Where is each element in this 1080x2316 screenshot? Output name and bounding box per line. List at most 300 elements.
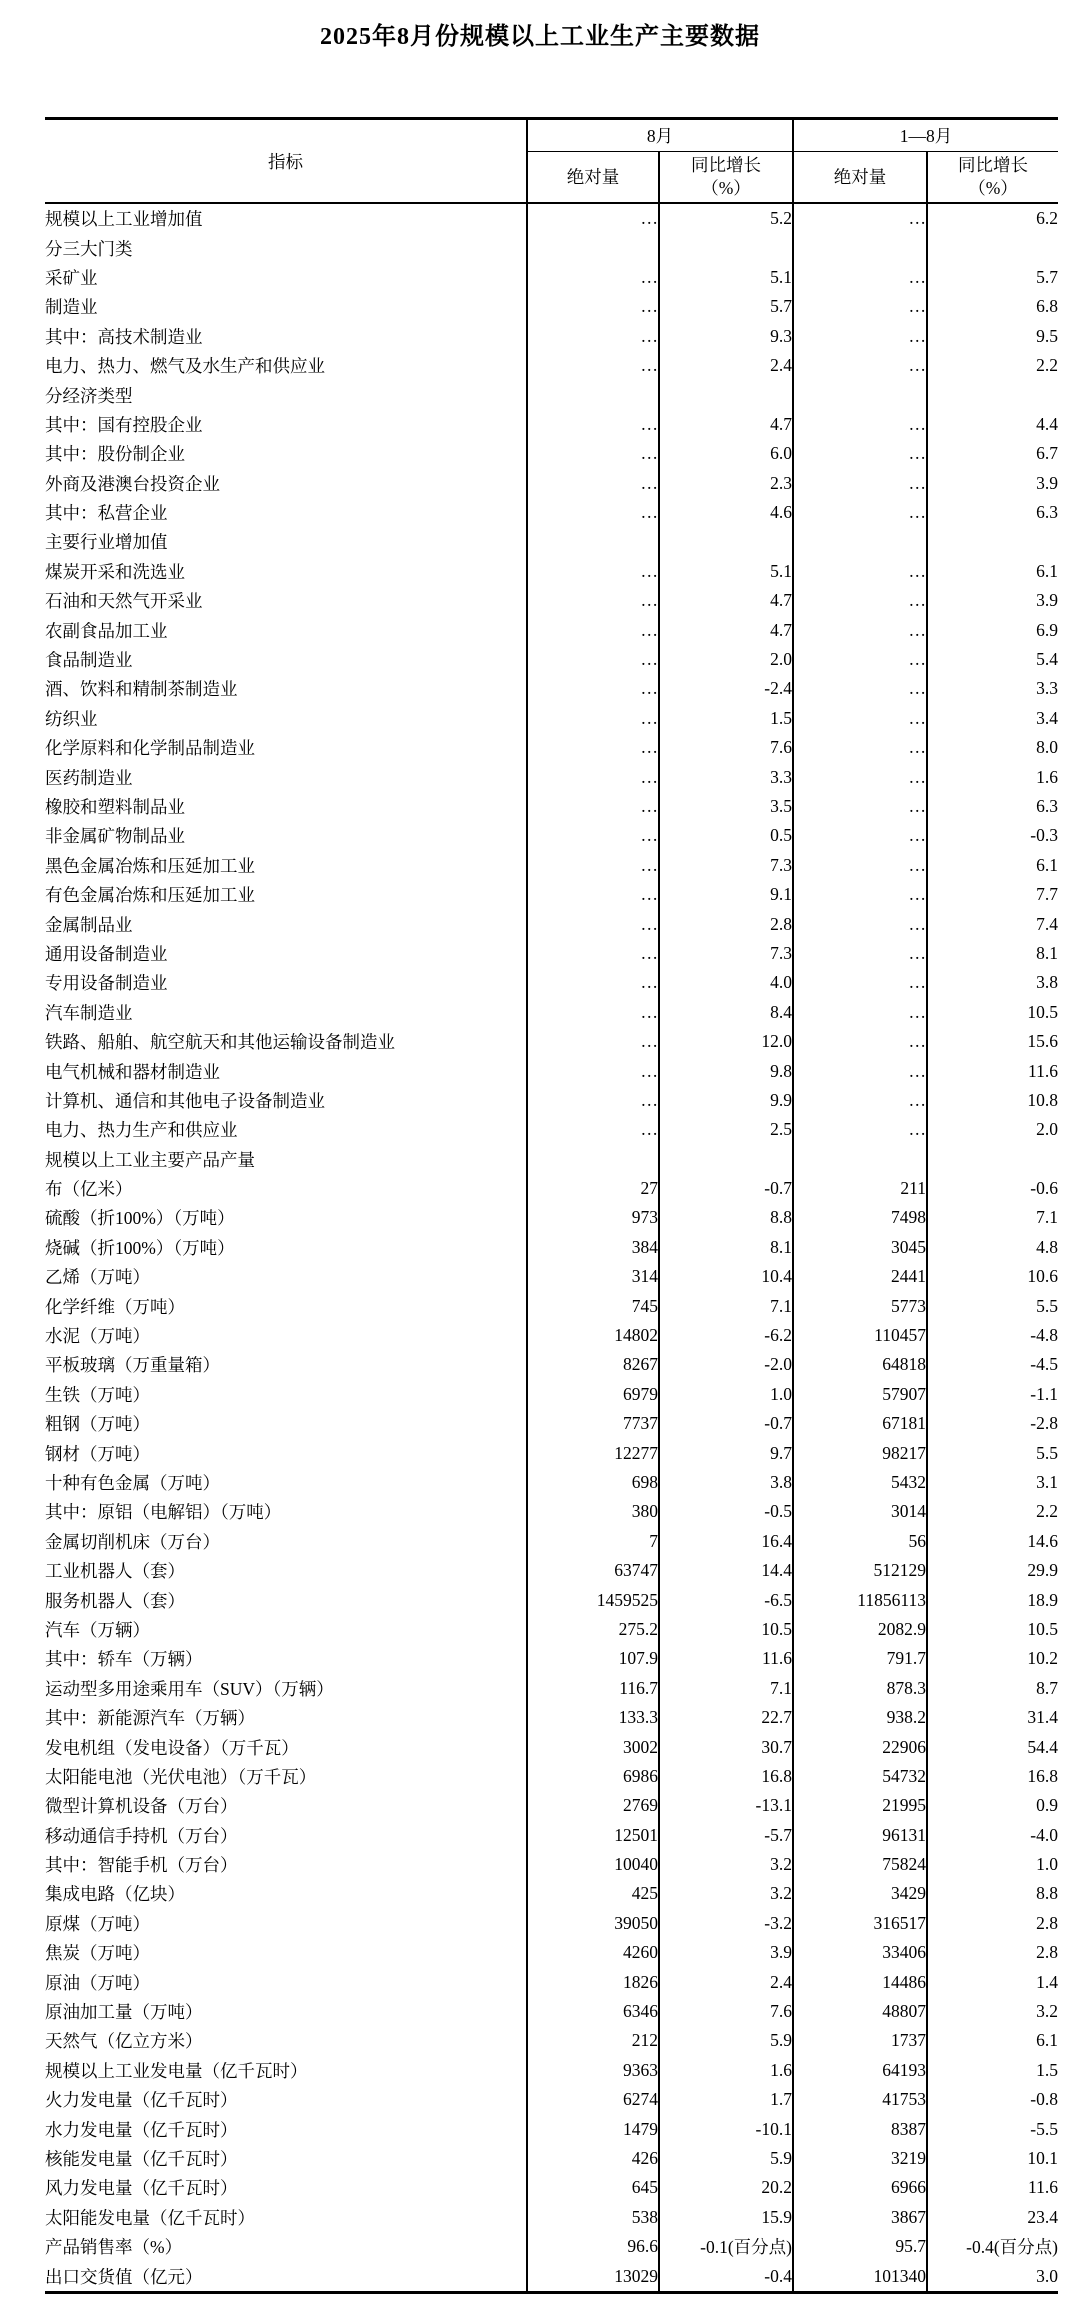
jan-aug-absolute-cell: … xyxy=(793,322,927,351)
jan-aug-absolute-cell: … xyxy=(793,586,927,615)
table-row xyxy=(45,2114,1058,2143)
indicator-cell: 食品制造业 xyxy=(45,645,527,674)
indicator-cell: 外商及港澳台投资企业 xyxy=(45,469,527,498)
table-row xyxy=(45,704,1058,733)
jan-aug-absolute-cell: … xyxy=(793,1115,927,1144)
indicator-cell: 制造业 xyxy=(45,292,527,321)
indicator-cell: 电力、热力生产和供应业 xyxy=(45,1115,527,1144)
jan-aug-absolute-cell: 5773 xyxy=(793,1291,927,1320)
jan-aug-yoy-cell: -1.1 xyxy=(927,1380,1058,1409)
august-absolute-cell: … xyxy=(640,942,658,963)
table-row xyxy=(45,586,1058,615)
jan-aug-absolute-cell: 3867 xyxy=(793,2203,927,2232)
jan-aug-yoy-cell: -0.4(百分点) xyxy=(927,2232,1058,2261)
jan-aug-absolute-cell: 56 xyxy=(793,1527,927,1556)
table-row xyxy=(45,2144,1058,2173)
table-row xyxy=(45,1262,1058,1291)
august-absolute-cell: … xyxy=(640,472,658,493)
august-yoy-cell: 2.0 xyxy=(659,645,793,674)
table-row xyxy=(45,233,1058,262)
august-yoy-cell: 1.5 xyxy=(659,704,793,733)
indicator-header: 指标 xyxy=(45,119,527,204)
indicator-cell: 钢材（万吨） xyxy=(45,1438,527,1467)
jan-aug-yoy-cell: 54.4 xyxy=(927,1732,1058,1761)
jan-aug-yoy-cell: -4.0 xyxy=(927,1820,1058,1849)
august-absolute-cell: … xyxy=(640,590,658,611)
august-absolute-cell: 27 xyxy=(640,1178,658,1199)
table-row xyxy=(45,1086,1058,1115)
jan-aug-absolute-cell: 64193 xyxy=(793,2056,927,2085)
table-row xyxy=(45,939,1058,968)
august-absolute-cell: 4260 xyxy=(623,1942,658,1963)
august-yoy-cell: 0.5 xyxy=(659,821,793,850)
jan-aug-yoy-cell: 10.5 xyxy=(927,998,1058,1027)
jan-aug-yoy-cell: 7.7 xyxy=(927,880,1058,909)
august-yoy-cell xyxy=(659,233,793,262)
august-absolute-cell: 426 xyxy=(631,2147,658,2168)
jan-aug-absolute-cell: 21995 xyxy=(793,1791,927,1820)
august-yoy-cell: 9.9 xyxy=(659,1086,793,1115)
august-yoy-cell: -0.5 xyxy=(659,1497,793,1526)
statistics-table-container xyxy=(45,117,1058,2294)
jan-aug-yoy-cell: 1.4 xyxy=(927,1967,1058,1996)
jan-aug-yoy-cell: 10.1 xyxy=(927,2144,1058,2173)
august-yoy-cell: 3.2 xyxy=(659,1850,793,1879)
indicator-cell: 烧碱（折100%）（万吨） xyxy=(45,1233,527,1262)
august-yoy-cell: 16.4 xyxy=(659,1527,793,1556)
august-absolute-cell: 6274 xyxy=(623,2089,658,2110)
jan-aug-yoy-cell: 9.5 xyxy=(927,322,1058,351)
table-row xyxy=(45,2085,1058,2114)
august-yoy-cell: 20.2 xyxy=(659,2173,793,2202)
table-row xyxy=(45,1027,1058,1056)
august-absolute-cell: … xyxy=(640,1089,658,1110)
august-absolute-cell: 116.7 xyxy=(619,1677,658,1698)
august-absolute-cell: … xyxy=(640,913,658,934)
august-absolute-cell: 8267 xyxy=(623,1354,658,1375)
jan-aug-yoy-cell: 5.7 xyxy=(927,263,1058,292)
indicator-cell: 煤炭开采和洗选业 xyxy=(45,557,527,586)
table-row xyxy=(45,1438,1058,1467)
jan-aug-absolute-cell: 101340 xyxy=(793,2261,927,2292)
august-yoy-cell: 1.6 xyxy=(659,2056,793,2085)
august-absolute-cell: … xyxy=(640,266,658,287)
indicator-cell: 分三大门类 xyxy=(45,233,527,262)
indicator-cell: 十种有色金属（万吨） xyxy=(45,1468,527,1497)
jan-aug-yoy-cell: 5.5 xyxy=(927,1291,1058,1320)
indicator-cell: 分经济类型 xyxy=(45,380,527,409)
august-absolute-cell: … xyxy=(640,825,658,846)
indicator-cell: 非金属矿物制品业 xyxy=(45,821,527,850)
august-yoy-cell: 11.6 xyxy=(659,1644,793,1673)
indicator-cell: 布（亿米） xyxy=(45,1174,527,1203)
jan-aug-yoy-cell: 8.0 xyxy=(927,733,1058,762)
jan-aug-yoy-cell: 3.9 xyxy=(927,469,1058,498)
august-yoy-cell: 5.1 xyxy=(659,263,793,292)
jan-aug-absolute-cell xyxy=(793,527,927,556)
jan-aug-absolute-cell: 878.3 xyxy=(793,1674,927,1703)
indicator-cell: 化学原料和化学制品制造业 xyxy=(45,733,527,762)
jan-aug-yoy-cell xyxy=(927,233,1058,262)
august-yoy-cell: 5.9 xyxy=(659,2026,793,2055)
august-yoy-cell: 4.7 xyxy=(659,615,793,644)
august-yoy-cell: 1.0 xyxy=(659,1380,793,1409)
jan-aug-yoy-cell: 6.3 xyxy=(927,498,1058,527)
august-yoy-cell: 5.2 xyxy=(659,203,793,233)
table-row xyxy=(45,1644,1058,1673)
jan-aug-yoy-cell: -4.5 xyxy=(927,1350,1058,1379)
jan-aug-absolute-cell: 5432 xyxy=(793,1468,927,1497)
table-row xyxy=(45,1703,1058,1732)
table-row xyxy=(45,674,1058,703)
table-row xyxy=(45,1291,1058,1320)
august-absolute-cell: … xyxy=(640,678,658,699)
august-absolute-cell: 698 xyxy=(631,1471,658,1492)
indicator-cell: 农副食品加工业 xyxy=(45,615,527,644)
jan-aug-absolute-cell: 67181 xyxy=(793,1409,927,1438)
jan-aug-yoy-cell: 5.5 xyxy=(927,1438,1058,1467)
table-row xyxy=(45,1938,1058,1967)
jan-aug-yoy-cell xyxy=(927,1145,1058,1174)
jan-aug-yoy-cell: 3.9 xyxy=(927,586,1058,615)
august-absolute-cell: 275.2 xyxy=(618,1618,658,1639)
jan-aug-yoy-cell: 7.1 xyxy=(927,1203,1058,1232)
august-yoy-cell: 2.8 xyxy=(659,909,793,938)
table-row xyxy=(45,1056,1058,1085)
jan-aug-yoy-cell: 8.7 xyxy=(927,1674,1058,1703)
indicator-cell: 水泥（万吨） xyxy=(45,1321,527,1350)
august-yoy-cell: 16.8 xyxy=(659,1762,793,1791)
jan-aug-absolute-cell: 1737 xyxy=(793,2026,927,2055)
august-yoy-cell: 2.5 xyxy=(659,1115,793,1144)
jan-aug-yoy-cell: 6.1 xyxy=(927,851,1058,880)
table-row xyxy=(45,2173,1058,2202)
jan-aug-absolute-cell: … xyxy=(793,939,927,968)
table-row xyxy=(45,410,1058,439)
jan-aug-absolute-cell: … xyxy=(793,1056,927,1085)
jan-aug-absolute-cell: … xyxy=(793,733,927,762)
august-absolute-cell: … xyxy=(640,560,658,581)
august-yoy-cell: 2.3 xyxy=(659,469,793,498)
august-absolute-cell: 384 xyxy=(631,1236,658,1257)
jan-aug-yoy-cell xyxy=(927,380,1058,409)
august-yoy-cell: 9.3 xyxy=(659,322,793,351)
jan-aug-absolute-cell: 7498 xyxy=(793,1203,927,1232)
indicator-cell: 通用设备制造业 xyxy=(45,939,527,968)
jan-aug-absolute-cell: … xyxy=(793,439,927,468)
jan-aug-absolute-cell xyxy=(793,233,927,262)
yoy-header-line1: 同比增长 xyxy=(958,155,1028,175)
jan-aug-yoy-cell: 4.4 xyxy=(927,410,1058,439)
jan-aug-yoy-cell: 10.2 xyxy=(927,1644,1058,1673)
table-row xyxy=(45,1527,1058,1556)
indicator-cell: 水力发电量（亿千瓦时） xyxy=(45,2114,527,2143)
august-yoy-cell: 8.8 xyxy=(659,1203,793,1232)
indicator-cell: 其中：高技术制造业 xyxy=(45,322,527,351)
table-row xyxy=(45,1967,1058,1996)
jan-aug-yoy-cell: 18.9 xyxy=(927,1585,1058,1614)
table-row xyxy=(45,2261,1058,2292)
august-yoy-cell: 8.1 xyxy=(659,1233,793,1262)
august-yoy-cell: 9.7 xyxy=(659,1438,793,1467)
august-yoy-cell: 5.9 xyxy=(659,2144,793,2173)
august-absolute-cell: … xyxy=(640,707,658,728)
yoy-header-line1: 同比增长 xyxy=(691,155,761,175)
jan-aug-absolute-cell xyxy=(793,380,927,409)
jan-aug-absolute-cell: 8387 xyxy=(793,2114,927,2143)
indicator-cell: 原油加工量（万吨） xyxy=(45,1997,527,2026)
august-absolute-cell: … xyxy=(640,766,658,787)
jan-aug-absolute-cell: 2082.9 xyxy=(793,1615,927,1644)
jan-aug-absolute-cell: 41753 xyxy=(793,2085,927,2114)
august-yoy-cell: -2.0 xyxy=(659,1350,793,1379)
jan-aug-yoy-cell: 2.2 xyxy=(927,351,1058,380)
jan-aug-absolute-cell: 110457 xyxy=(793,1321,927,1350)
table-row xyxy=(45,1674,1058,1703)
august-absolute-cell: … xyxy=(640,355,658,376)
jan-aug-yoy-cell: 6.8 xyxy=(927,292,1058,321)
august-yoy-cell: -0.1(百分点) xyxy=(659,2232,793,2261)
august-absolute-cell: 538 xyxy=(631,2206,658,2227)
table-row xyxy=(45,1909,1058,1938)
august-absolute-cell: 380 xyxy=(631,1501,658,1522)
jan-aug-yoy-cell: 10.5 xyxy=(927,1615,1058,1644)
jan-aug-yoy-cell: 3.4 xyxy=(927,704,1058,733)
table-row xyxy=(45,527,1058,556)
indicator-cell: 计算机、通信和其他电子设备制造业 xyxy=(45,1086,527,1115)
table-row xyxy=(45,645,1058,674)
indicator-cell: 服务机器人（套） xyxy=(45,1585,527,1614)
table-header xyxy=(45,119,1058,204)
indicator-cell: 其中：智能手机（万台） xyxy=(45,1850,527,1879)
august-absolute-cell: … xyxy=(640,1001,658,1022)
august-absolute-cell: … xyxy=(640,413,658,434)
jan-aug-yoy-cell: 3.1 xyxy=(927,1468,1058,1497)
jan-aug-yoy-cell: 16.8 xyxy=(927,1762,1058,1791)
august-yoy-cell: 7.3 xyxy=(659,939,793,968)
indicator-cell: 专用设备制造业 xyxy=(45,968,527,997)
jan-aug-absolute-cell: … xyxy=(793,263,927,292)
indicator-cell: 电力、热力、燃气及水生产和供应业 xyxy=(45,351,527,380)
jan-aug-absolute-cell: … xyxy=(793,351,927,380)
jan-aug-yoy-cell: 4.8 xyxy=(927,1233,1058,1262)
indicator-cell: 石油和天然气开采业 xyxy=(45,586,527,615)
august-yoy-cell: 4.6 xyxy=(659,498,793,527)
indicator-cell: 原煤（万吨） xyxy=(45,1909,527,1938)
august-yoy-cell: 7.1 xyxy=(659,1291,793,1320)
august-yoy-cell: 3.8 xyxy=(659,1468,793,1497)
august-yoy-cell: 2.4 xyxy=(659,351,793,380)
august-absolute-cell: … xyxy=(640,884,658,905)
jan-aug-absolute-cell: 98217 xyxy=(793,1438,927,1467)
august-absolute-cell: … xyxy=(640,796,658,816)
august-yoy-cell: -0.4 xyxy=(659,2261,793,2292)
jan-aug-absolute-cell: … xyxy=(793,1086,927,1115)
table-row xyxy=(45,1468,1058,1497)
indicator-cell: 汽车制造业 xyxy=(45,998,527,1027)
august-absolute-cell: … xyxy=(640,1031,658,1052)
jan-aug-absolute-cell: … xyxy=(793,557,927,586)
jan-aug-absolute-cell: 57907 xyxy=(793,1380,927,1409)
table-row xyxy=(45,557,1058,586)
indicator-cell: 其中：私营企业 xyxy=(45,498,527,527)
statistics-table xyxy=(45,117,1058,2294)
table-row xyxy=(45,263,1058,292)
table-row xyxy=(45,469,1058,498)
jan-aug-yoy-cell: 3.0 xyxy=(927,2261,1058,2292)
indicator-cell: 规模以上工业增加值 xyxy=(45,203,527,233)
table-row xyxy=(45,2056,1058,2085)
indicator-cell: 有色金属冶炼和压延加工业 xyxy=(45,880,527,909)
jan-aug-absolute-cell: … xyxy=(793,851,927,880)
jan-aug-yoy-cell: -2.8 xyxy=(927,1409,1058,1438)
jan-aug-yoy-cell: 29.9 xyxy=(927,1556,1058,1585)
august-yoy-cell: 22.7 xyxy=(659,1703,793,1732)
table-row xyxy=(45,762,1058,791)
jan-aug-yoy-cell: -0.8 xyxy=(927,2085,1058,2114)
table-row xyxy=(45,2232,1058,2261)
jan-aug-yoy-cell: 2.0 xyxy=(927,1115,1058,1144)
jan-aug-yoy-cell: 1.0 xyxy=(927,1850,1058,1879)
august-yoy-cell: 15.9 xyxy=(659,2203,793,2232)
jan-aug-absolute-cell: … xyxy=(793,645,927,674)
august-yoy-cell: 12.0 xyxy=(659,1027,793,1056)
indicator-cell: 工业机器人（套） xyxy=(45,1556,527,1585)
august-absolute-cell: 133.3 xyxy=(618,1707,658,1728)
indicator-cell: 其中：轿车（万辆） xyxy=(45,1644,527,1673)
indicator-cell: 粗钢（万吨） xyxy=(45,1409,527,1438)
august-absolute-cell: 7737 xyxy=(623,1413,658,1434)
august-absolute-cell: … xyxy=(640,619,658,640)
august-yoy-cell xyxy=(659,380,793,409)
indicator-cell: 其中：原铝（电解铝）（万吨） xyxy=(45,1497,527,1526)
jan-aug-absolute-cell: 75824 xyxy=(793,1850,927,1879)
august-absolute-cell: 107.9 xyxy=(618,1648,658,1669)
indicator-cell: 黑色金属冶炼和压延加工业 xyxy=(45,851,527,880)
table-row xyxy=(45,792,1058,821)
indicator-cell: 产品销售率（%） xyxy=(45,2232,527,2261)
august-absolute-cell: 12277 xyxy=(614,1442,658,1463)
august-absolute-cell: … xyxy=(640,1119,658,1140)
table-row xyxy=(45,968,1058,997)
august-absolute-cell: 9363 xyxy=(623,2059,658,2080)
table-row xyxy=(45,1233,1058,1262)
table-row xyxy=(45,615,1058,644)
august-absolute-cell: 7 xyxy=(649,1530,658,1551)
indicator-cell: 风力发电量（亿千瓦时） xyxy=(45,2173,527,2202)
table-row xyxy=(45,439,1058,468)
jan-aug-absolute-cell: 64818 xyxy=(793,1350,927,1379)
jan-aug-absolute-cell: 3429 xyxy=(793,1879,927,1908)
indicator-cell: 微型计算机设备（万台） xyxy=(45,1791,527,1820)
table-row xyxy=(45,2203,1058,2232)
table-row xyxy=(45,1850,1058,1879)
table-body xyxy=(45,203,1058,2292)
august-yoy-cell: 8.4 xyxy=(659,998,793,1027)
jan-aug-absolute-cell: … xyxy=(793,498,927,527)
indicator-cell: 规模以上工业主要产品产量 xyxy=(45,1145,527,1174)
jan-aug-yoy-cell: 3.8 xyxy=(927,968,1058,997)
jan-aug-absolute-cell: 6966 xyxy=(793,2173,927,2202)
indicator-cell: 橡胶和塑料制品业 xyxy=(45,792,527,821)
august-absolute-cell: 6979 xyxy=(623,1383,658,1404)
jan-aug-yoy-cell: 5.4 xyxy=(927,645,1058,674)
august-absolute-cell: 6986 xyxy=(623,1765,658,1786)
jan-aug-yoy-cell: 6.1 xyxy=(927,557,1058,586)
indicator-cell: 电气机械和器材制造业 xyxy=(45,1056,527,1085)
indicator-cell: 其中：股份制企业 xyxy=(45,439,527,468)
august-absolute-cell: … xyxy=(640,854,658,875)
august-absolute-cell: 212 xyxy=(631,2030,658,2051)
jan-aug-yoy-cell: 6.3 xyxy=(927,792,1058,821)
page-title: 2025年8月份规模以上工业生产主要数据 xyxy=(320,24,760,50)
august-yoy-header xyxy=(659,152,793,204)
table-row xyxy=(45,1409,1058,1438)
august-absolute-cell: 39050 xyxy=(614,1912,658,1933)
indicator-cell: 天然气（亿立方米） xyxy=(45,2026,527,2055)
jan-aug-yoy-cell: 6.9 xyxy=(927,615,1058,644)
jan-aug-yoy-cell: 10.6 xyxy=(927,1262,1058,1291)
jan-aug-absolute-cell: 22906 xyxy=(793,1732,927,1761)
table-row xyxy=(45,292,1058,321)
august-absolute-cell: 12501 xyxy=(614,1824,658,1845)
august-absolute-cell: 13029 xyxy=(527,2261,659,2292)
indicator-cell: 其中：新能源汽车（万辆） xyxy=(45,1703,527,1732)
table-row xyxy=(45,1321,1058,1350)
jan-aug-yoy-cell: -0.3 xyxy=(927,821,1058,850)
table-row xyxy=(45,1203,1058,1232)
table-row xyxy=(45,1497,1058,1526)
indicator-cell: 纺织业 xyxy=(45,704,527,733)
jan-aug-absolute-cell: 316517 xyxy=(793,1909,927,1938)
table-row xyxy=(45,1615,1058,1644)
august-absolute-cell: 10040 xyxy=(614,1854,658,1875)
august-yoy-cell: -13.1 xyxy=(659,1791,793,1820)
indicator-cell: 核能发电量（亿千瓦时） xyxy=(45,2144,527,2173)
jan-aug-yoy-cell: 2.8 xyxy=(927,1938,1058,1967)
yoy-header-line2: （%） xyxy=(968,178,1018,198)
august-absolute-cell: … xyxy=(640,296,658,317)
august-absolute-cell: … xyxy=(640,208,658,229)
jan-aug-absolute-cell: … xyxy=(793,821,927,850)
jan-aug-absolute-cell: 95.7 xyxy=(793,2232,927,2261)
august-yoy-cell: -0.7 xyxy=(659,1174,793,1203)
indicator-cell: 硫酸（折100%）（万吨） xyxy=(45,1203,527,1232)
jan-aug-yoy-cell xyxy=(927,527,1058,556)
indicator-cell: 采矿业 xyxy=(45,263,527,292)
jan-aug-yoy-cell: 6.1 xyxy=(927,2026,1058,2055)
august-absolute-cell: 14802 xyxy=(614,1325,658,1346)
jan-aug-yoy-cell: 3.2 xyxy=(927,1997,1058,2026)
august-absolute-header: 绝对量 xyxy=(527,152,659,204)
jan-aug-absolute-cell: … xyxy=(793,292,927,321)
jan-aug-absolute-cell: 48807 xyxy=(793,1997,927,2026)
jan-aug-absolute-cell: 791.7 xyxy=(793,1644,927,1673)
table-row xyxy=(45,821,1058,850)
jan-aug-absolute-cell: … xyxy=(793,968,927,997)
indicator-cell: 发电机组（发电设备）（万千瓦） xyxy=(45,1732,527,1761)
august-yoy-cell: -2.4 xyxy=(659,674,793,703)
august-absolute-cell: 1826 xyxy=(623,1971,658,1992)
august-yoy-cell xyxy=(659,527,793,556)
table-row xyxy=(45,1820,1058,1849)
august-absolute-cell: 745 xyxy=(631,1295,658,1316)
august-absolute-cell: … xyxy=(640,737,658,758)
indicator-cell: 生铁（万吨） xyxy=(45,1380,527,1409)
jan-aug-absolute-cell: … xyxy=(793,792,927,821)
august-yoy-cell: -0.7 xyxy=(659,1409,793,1438)
august-yoy-cell: 3.3 xyxy=(659,762,793,791)
